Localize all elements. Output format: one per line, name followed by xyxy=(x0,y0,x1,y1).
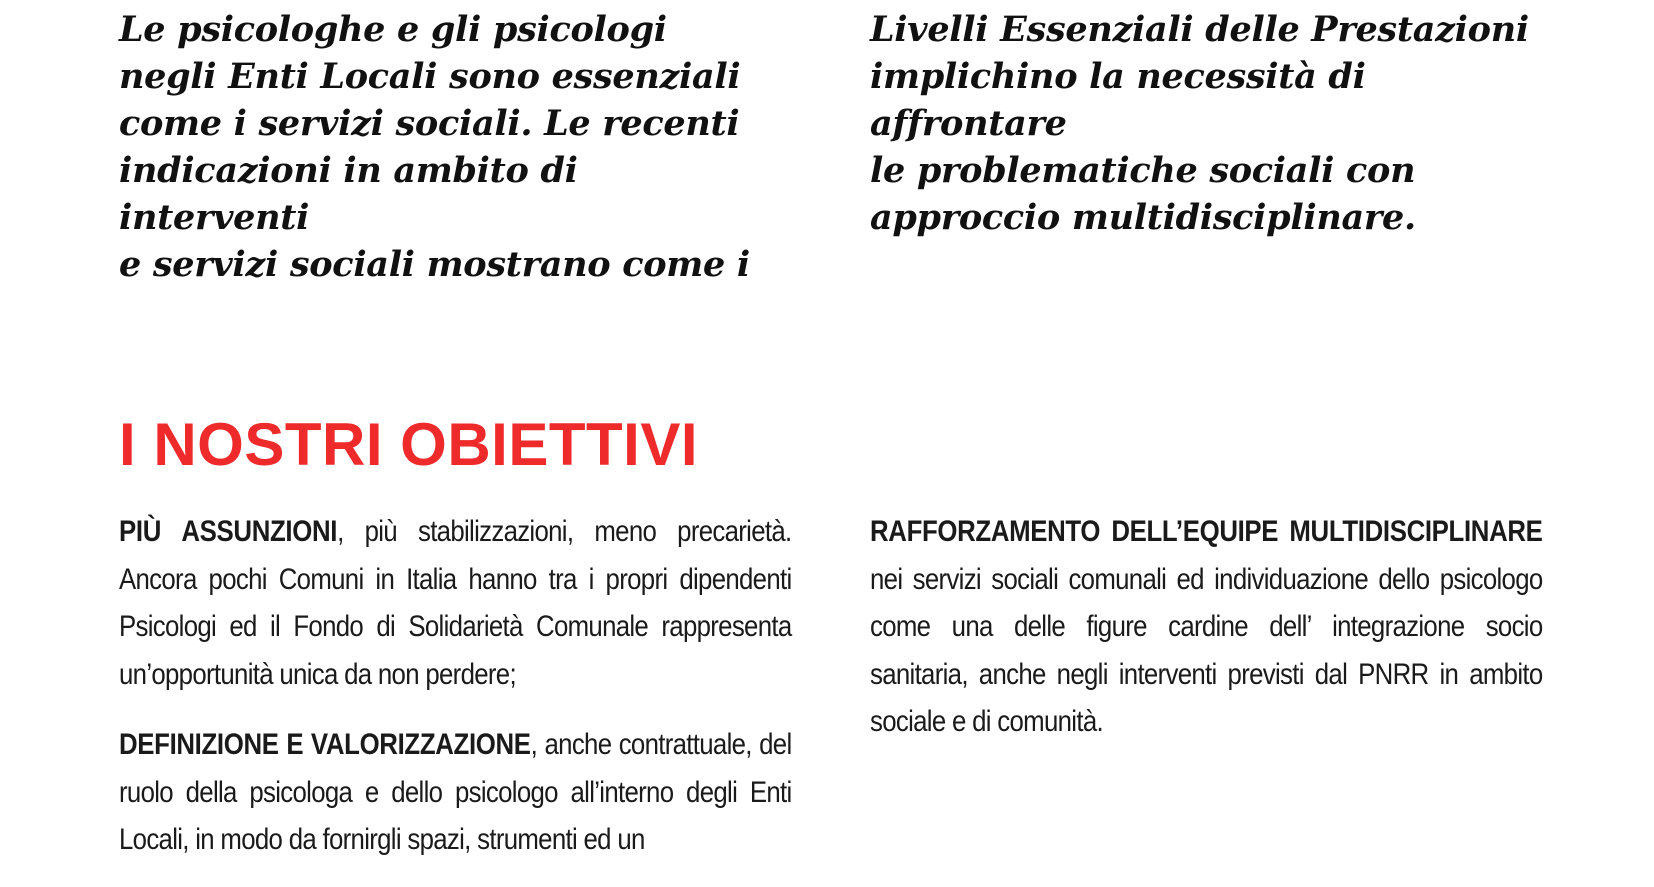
objective-equipe xyxy=(870,508,1543,746)
objective-assunzioni-text: , più stabilizzazioni, meno precarietà. Ancora pochi Comuni in Italia hanno tra i propri dipendenti Psicologi ed il Fondo di Solidarietà Comunale rappresenta un’opportunità unica da non perdere; xyxy=(119,515,792,691)
objective-equipe-lead: RAFFORZAMENTO DELL’EQUIPE MULTIDISCIPLINARE xyxy=(870,515,1543,548)
objective-valorizzazione-lead: DEFINIZIONE E VALORIZZAZIONE xyxy=(119,728,531,761)
objective-equipe-text: nei servizi sociali comunali ed individuazione dello psicologo come una delle figure cardine dell’ integrazione socio sanitaria, anche negli interventi previsti dal PNRR in ambito sociale e di comunità. xyxy=(870,562,1543,738)
objectives-column-right xyxy=(870,508,1543,769)
intro-text-right: Livelli Essenziali delle Prestazioni implichino la necessità di affrontare le problematiche sociali con approccio multidisciplinare. xyxy=(870,9,1529,238)
objective-valorizzazione-text: , anche contrattuale, del ruolo della psicologa e dello psicologo all’interno degli Enti Locali, in modo da fornirgli spazi, strumenti ed un xyxy=(119,728,792,856)
objective-assunzioni-lead: PIÙ ASSUNZIONI xyxy=(119,515,338,548)
section-title: I NOSTRI OBIETTIVI xyxy=(119,411,699,478)
intro-text-left: Le psicologhe e gli psicologi negli Enti Locali sono essenziali come i servizi sociali. Le recenti indicazioni in ambito di interventi e servizi sociali mostrano come i xyxy=(119,9,750,285)
objective-assunzioni xyxy=(119,508,792,698)
objectives-column-left xyxy=(119,508,792,887)
objective-valorizzazione xyxy=(119,721,792,864)
